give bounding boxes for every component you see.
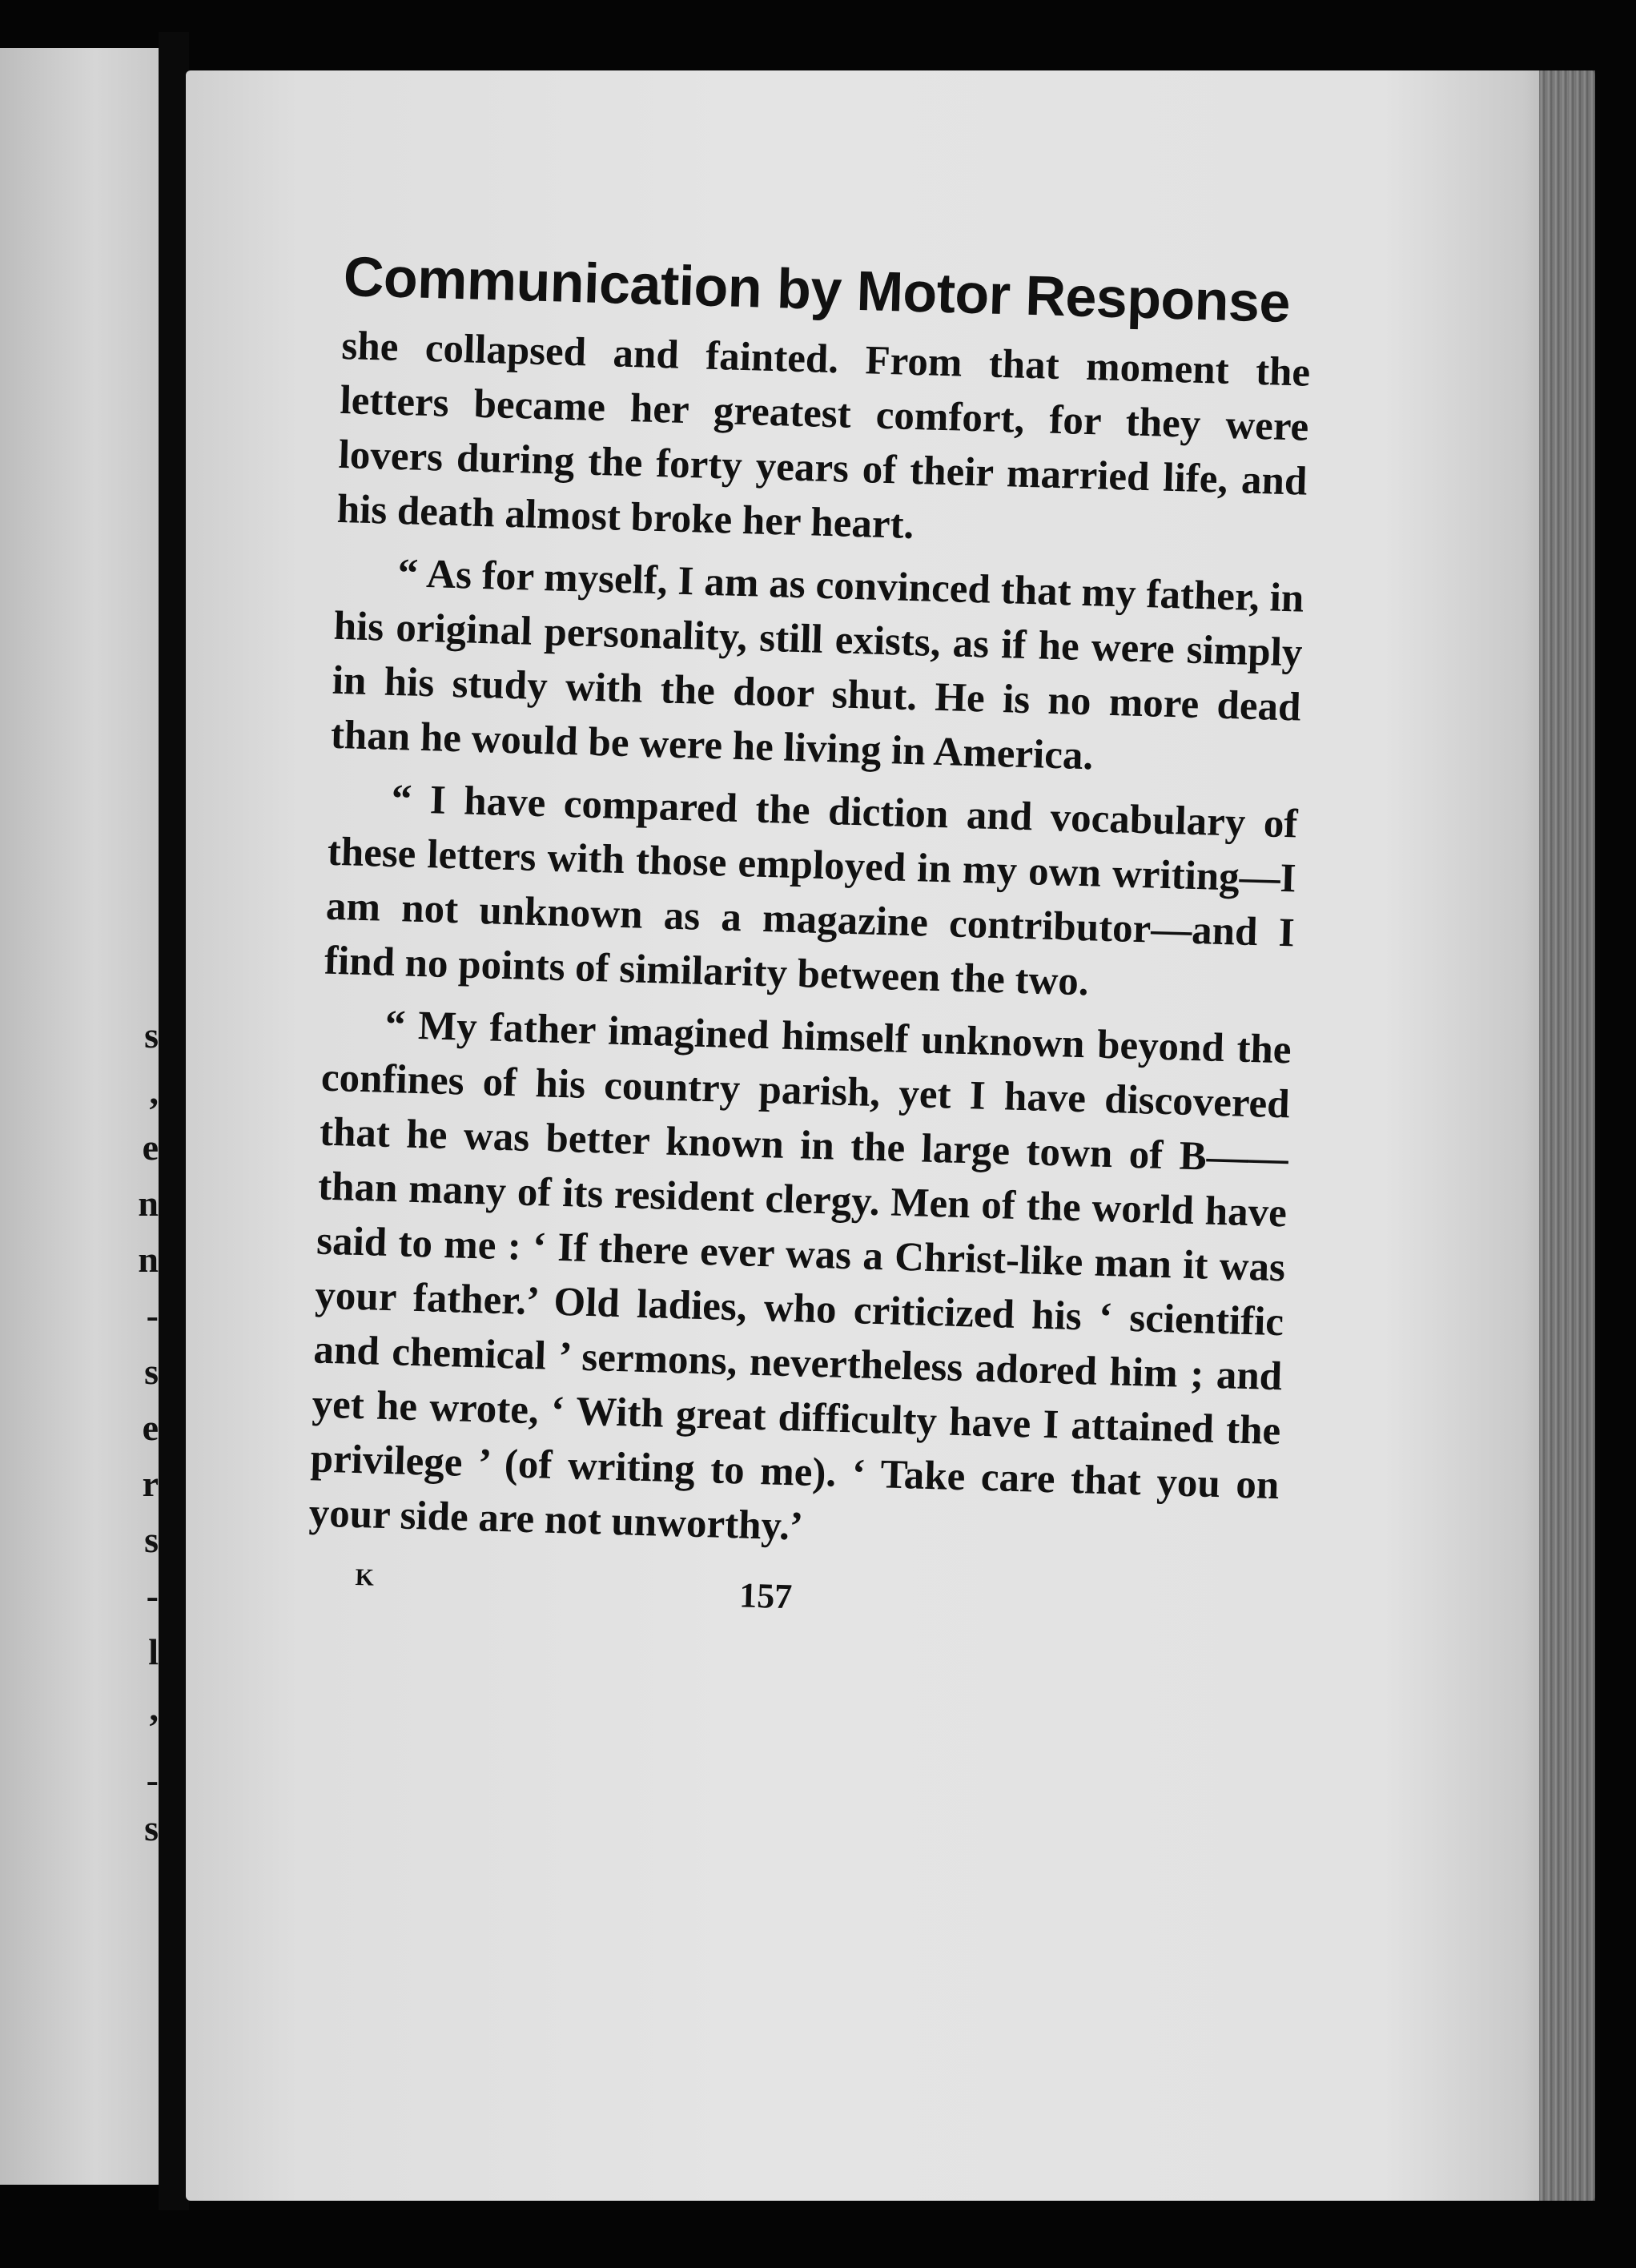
paragraph: “ I have compared the diction and vocabulary of these letters with those employed in my own writing—I am not unknown as a magazine contributor—and I find no points of similarity between the two. [324,776,1299,1005]
facing-page-char: n [138,1239,159,1280]
signature-mark: K [355,1564,376,1591]
facing-page-char: , [149,1071,159,1112]
paragraph: she collapsed and fainted. From that moment the letters became her greatest comfort, for they were lovers during the forty years of their married life, and his death almost broke her heart. [336,323,1311,548]
facing-page-char: - [146,1295,159,1336]
facing-page-char: s [144,1519,159,1560]
facing-page-char: n [138,1183,159,1224]
facing-page-char: - [146,1575,159,1616]
paragraph: “ As for myself, I am as convinced that my father, in his original personality, still exists, as if he were simply in his study with the door shut. He is no more dead than he would be were he living in America. [330,551,1305,779]
facing-page-fragment [0,48,159,2185]
facing-page-char: r [142,1463,159,1504]
facing-page-char: - [146,1759,159,1800]
facing-page-char: s [144,1351,159,1392]
facing-page-char: l [148,1631,159,1672]
page-text-block [306,245,1312,1638]
page-number: 157 [738,1575,793,1617]
facing-page-char: s [144,1015,159,1056]
facing-page-char: e [142,1407,159,1448]
paragraph: “ My father imagined himself unknown beyond the confines of his country parish, yet I have discovered that he was better known in the large town of B—— than many of its resident clergy. Men of the world have said to me : ‘ If there ever was a Christ-like man it was your father.’ Old ladies, who criticized his ‘ scientific and chemical ’ sermons, nevertheless adored him ; and yet he wrote, ‘ With great difficulty have I attained the privilege ’ (of writing to me). ‘ Take care that you on your side are not unworthy.’ [308,1002,1292,1550]
running-head: Communication by Motor Response [342,245,1292,334]
facing-page-char: e [142,1127,159,1168]
facing-page-char: s [144,1808,159,1848]
facing-page-line-endings [0,48,159,2185]
facing-page-char: , [149,1687,159,1728]
book-gutter [159,32,189,2210]
page-edge-stack [1539,70,1595,2201]
